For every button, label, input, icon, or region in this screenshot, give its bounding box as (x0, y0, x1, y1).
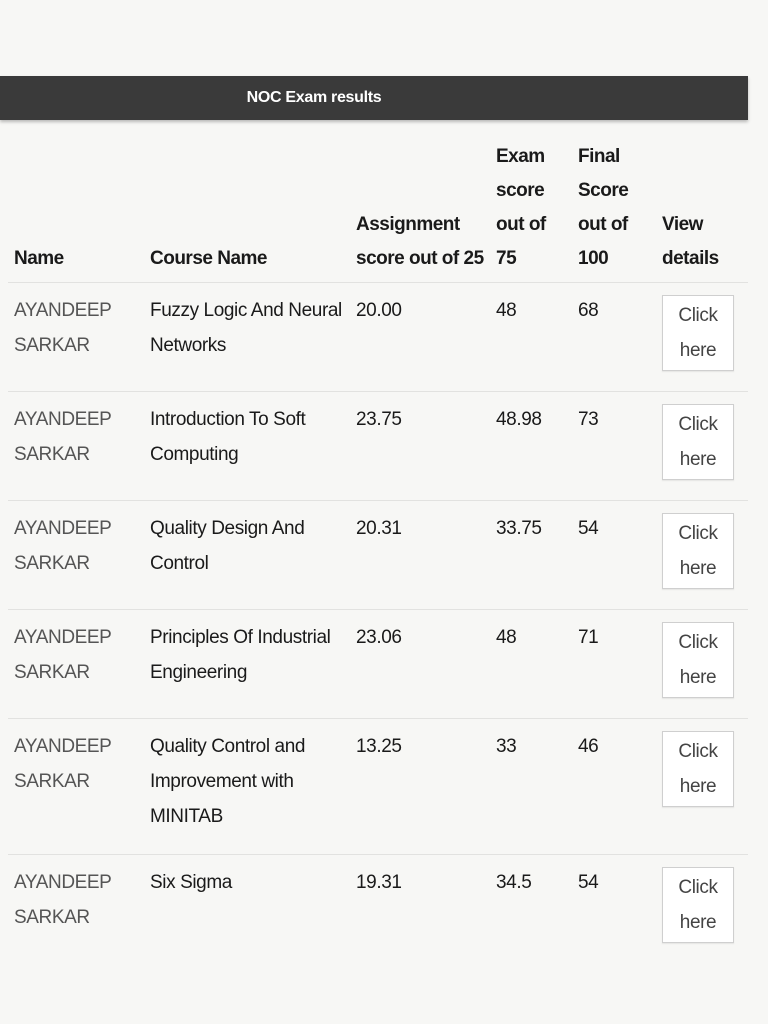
exam-score: 33.75 (490, 501, 572, 610)
exam-score: 48.98 (490, 392, 572, 501)
table-row (8, 719, 748, 855)
header-final-score: Final Score out of 100 (578, 146, 629, 269)
view-details-button[interactable]: Click here (662, 622, 734, 698)
view-details-cell (656, 392, 748, 501)
view-details-cell (656, 610, 748, 719)
view-details-button[interactable]: Click here (662, 731, 734, 807)
assignment-score: 23.75 (350, 392, 490, 501)
view-details-cell (656, 855, 748, 964)
table-row (8, 283, 748, 392)
table-row (8, 610, 748, 719)
exam-score: 34.5 (490, 855, 572, 964)
student-name: AYANDEEP SARKAR (8, 392, 144, 501)
view-details-cell (656, 719, 748, 855)
final-score: 71 (572, 610, 656, 719)
student-name: AYANDEEP SARKAR (8, 283, 144, 392)
table-row (8, 392, 748, 501)
table-row (8, 855, 748, 964)
header-view-details: View details (662, 214, 719, 269)
assignment-score: 20.00 (350, 283, 490, 392)
student-name: AYANDEEP SARKAR (8, 719, 144, 855)
header-assignment-score: Assignment score out of 25 (356, 214, 484, 269)
exam-score: 48 (490, 283, 572, 392)
student-name: AYANDEEP SARKAR (8, 501, 144, 610)
assignment-score: 19.31 (350, 855, 490, 964)
course-name: Introduction To Soft Computing (144, 392, 350, 501)
student-name: AYANDEEP SARKAR (8, 610, 144, 719)
results-table (8, 140, 748, 963)
page-title: NOC Exam results (246, 89, 382, 106)
student-name: AYANDEEP SARKAR (8, 855, 144, 964)
assignment-score: 23.06 (350, 610, 490, 719)
header-exam-score: Exam score out of 75 (496, 146, 546, 269)
header-name: Name (14, 248, 64, 269)
view-details-cell (656, 283, 748, 392)
title-bar (0, 76, 748, 120)
view-details-cell (656, 501, 748, 610)
course-name: Quality Design And Control (144, 501, 350, 610)
view-details-button[interactable]: Click here (662, 295, 734, 371)
assignment-score: 20.31 (350, 501, 490, 610)
assignment-score: 13.25 (350, 719, 490, 855)
final-score: 54 (572, 501, 656, 610)
header-course-name: Course Name (150, 248, 267, 269)
exam-score: 48 (490, 610, 572, 719)
course-name: Fuzzy Logic And Neural Networks (144, 283, 350, 392)
course-name: Six Sigma (144, 855, 350, 964)
view-details-button[interactable]: Click here (662, 867, 734, 943)
table-header-row (8, 140, 748, 283)
course-name: Quality Control and Improvement with MINITAB (144, 719, 350, 855)
table-row (8, 501, 748, 610)
final-score: 73 (572, 392, 656, 501)
course-name: Principles Of Industrial Engineering (144, 610, 350, 719)
final-score: 54 (572, 855, 656, 964)
exam-score: 33 (490, 719, 572, 855)
final-score: 68 (572, 283, 656, 392)
view-details-button[interactable]: Click here (662, 513, 734, 589)
final-score: 46 (572, 719, 656, 855)
view-details-button[interactable]: Click here (662, 404, 734, 480)
